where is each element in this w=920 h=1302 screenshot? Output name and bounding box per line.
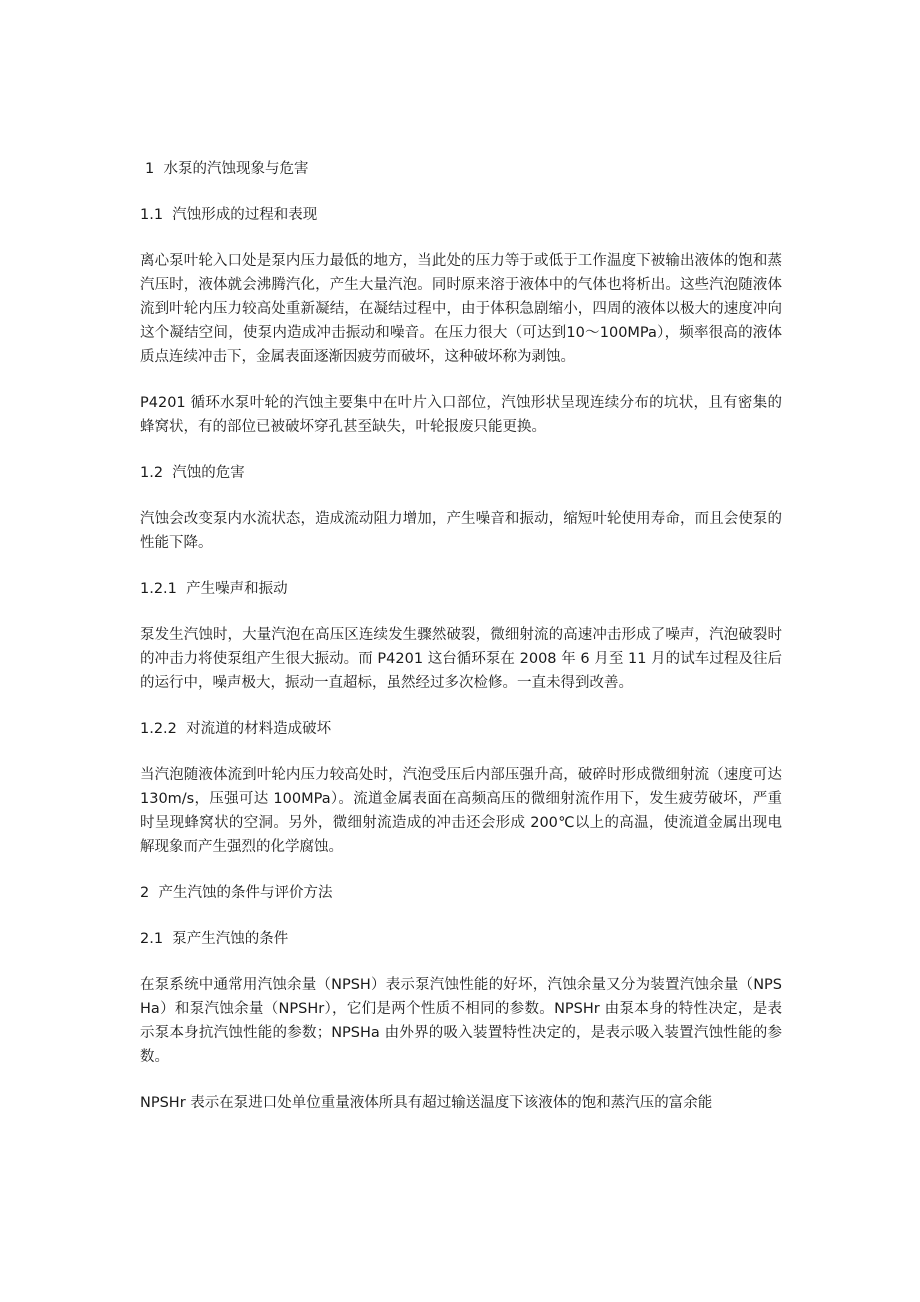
section-1-2-2-heading: 1.2.2 对流道的材料造成破坏 (140, 721, 332, 737)
document-page (140, 157, 782, 1115)
section-1-1-paragraph-1: 离心泵叶轮入口处是泵内压力最低的地方，当此处的压力等于或低于工作温度下被输出液体的饱和蒸汽压时，液体就会沸腾汽化，产生大量汽泡。同时原来溶于液体中的气体也将析出。这些汽泡随液体流到叶轮内压力较高处重新凝结，在凝结过程中，由于体积急剧缩小，四周的液体以极大的速度冲向这个凝结空间，使泵内造成冲击振动和噪音。在压力很大（可达到10～100MPa），频率很高的液体质点连续冲击下，金属表面逐渐因疲劳而破坏，这种破坏称为剥蚀。 (140, 253, 782, 365)
section-2-1-paragraph-2: NPSHr 表示在泵进口处单位重量液体所具有超过输送温度下该液体的饱和蒸汽压的富余能 (140, 1095, 713, 1111)
section-2-1-paragraph-1: 在泵系统中通常用汽蚀余量（NPSH）表示泵汽蚀性能的好坏，汽蚀余量又分为装置汽蚀余量（NPSHa）和泵汽蚀余量（NPSHr），它们是两个性质不相同的参数。NPSHr 由泵本身的特性决定，是表示泵本身抗汽蚀性能的参数；NPSHa 由外界的吸入装置特性决定的，是表示吸入装置汽蚀性能的参数。 (140, 977, 782, 1065)
section-1-heading: 1 水泵的汽蚀现象与危害 (145, 161, 309, 177)
section-1-1-paragraph-2: P4201 循环水泵叶轮的汽蚀主要集中在叶片入口部位，汽蚀形状呈现连续分布的坑状，且有密集的蜂窝状，有的部位已被破坏穿孔甚至缺失，叶轮报废只能更换。 (140, 395, 782, 435)
section-1-2-1-paragraph-1: 泵发生汽蚀时，大量汽泡在高压区连续发生骤然破裂，微细射流的高速冲击形成了噪声，汽泡破裂时的冲击力将使泵组产生很大振动。而 P4201 这台循环泵在 2008 年 6 月至 11 月的试车过程及往后的运行中，噪声极大，振动一直超标，虽然经过多次检修。一直未得到改善。 (140, 627, 782, 691)
section-2-heading: 2 产生汽蚀的条件与评价方法 (140, 885, 333, 901)
section-1-2-1-heading: 1.2.1 产生噪声和振动 (140, 581, 288, 597)
section-1-1-heading: 1.1 汽蚀形成的过程和表现 (140, 207, 318, 223)
section-1-2-paragraph-1: 汽蚀会改变泵内水流状态，造成流动阻力增加，产生噪音和振动，缩短叶轮使用寿命，而且会使泵的性能下降。 (140, 511, 782, 551)
section-2-1-heading: 2.1 泵产生汽蚀的条件 (140, 931, 289, 947)
section-1-2-2-paragraph-1: 当汽泡随液体流到叶轮内压力较高处时，汽泡受压后内部压强升高，破碎时形成微细射流（速度可达 130m/s，压强可达 100MPa）。流道金属表面在高频高压的微细射流作用下，发生疲劳破坏，严重时呈现蜂窝状的空洞。另外，微细射流造成的冲击还会形成 200℃以上的高温，使流道金属出现电解现象而产生强烈的化学腐蚀。 (140, 767, 782, 855)
section-1-2-heading: 1.2 汽蚀的危害 (140, 465, 245, 481)
